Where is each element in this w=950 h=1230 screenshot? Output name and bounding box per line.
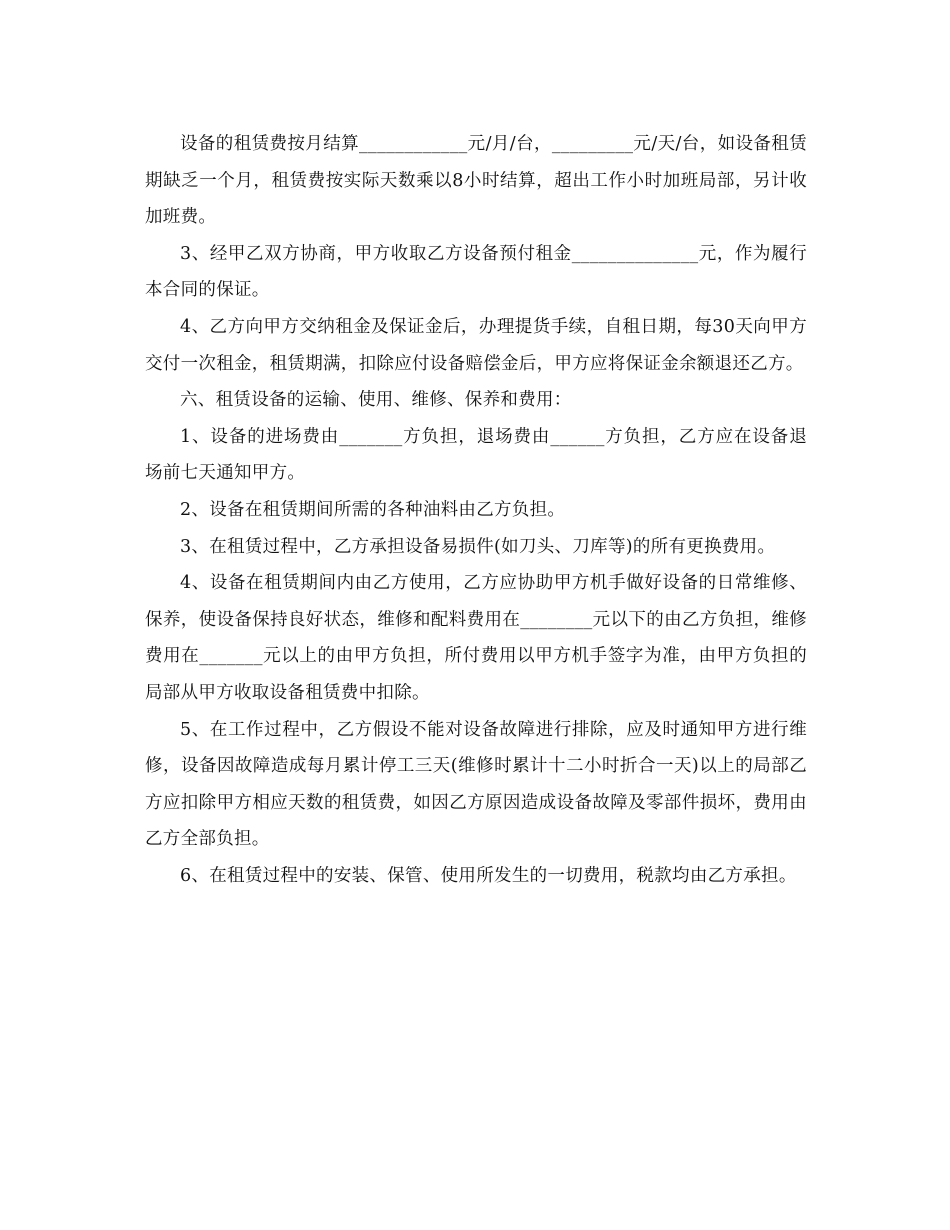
- paragraph-item-5-breakdown: 5、在工作过程中，乙方假设不能对设备故障进行排除，应及时通知甲方进行维修，设备因故障造成每月累计停工三天(维修时累计十二小时折合一天)以上的局部乙方应扣除甲方相应天数的租赁费，如因乙方原因造成设备故障及零部件损坏，费用由乙方全部负担。: [145, 719, 807, 850]
- paragraph-item-6-costs-taxes: 6、在租赁过程中的安装、保管、使用所发生的一切费用，税款均由乙方承担。: [180, 865, 797, 886]
- paragraph-item-1-transport-fee: 1、设备的进场费由_______方负担，退场费由______方负担，乙方应在设备退场前七天通知甲方。: [145, 426, 807, 484]
- paragraph-clause-3-deposit: 3、经甲乙双方协商，甲方收取乙方设备预付租金______________元，作为履行本合同的保证。: [145, 243, 807, 301]
- paragraph-clause-4-payment: 4、乙方向甲方交纳租金及保证金后，办理提货手续，自租日期，每30天向甲方交付一次租金，租赁期满，扣除应付设备赔偿金后，甲方应将保证金余额退还乙方。: [145, 316, 807, 374]
- contract-body: [145, 126, 807, 894]
- paragraph-item-4-maintenance: 4、设备在租赁期间内由乙方使用，乙方应协助甲方机手做好设备的日常维修、保养，使设备保持良好状态，维修和配料费用在________元以下的由乙方负担，维修费用在_______元以上的由甲方负担，所付费用以甲方机手签字为准，由甲方负担的局部从甲方收取设备租赁费中扣除。: [145, 573, 807, 703]
- paragraph-rental-fee-settlement: 设备的租赁费按月结算____________元/月/台，_________元/天/台，如设备租赁期缺乏一个月，租赁费按实际天数乘以8小时结算，超出工作小时加班局部，另计收加班费。: [145, 134, 807, 228]
- paragraph-item-2-fuel: 2、设备在租赁期间所需的各种油料由乙方负担。: [180, 499, 566, 520]
- section-heading-six: 六、租赁设备的运输、使用、维修、保养和费用：: [180, 390, 572, 411]
- paragraph-item-3-wear-parts: 3、在租赁过程中，乙方承担设备易损件(如刀头、刀库等)的所有更换费用。: [180, 536, 776, 557]
